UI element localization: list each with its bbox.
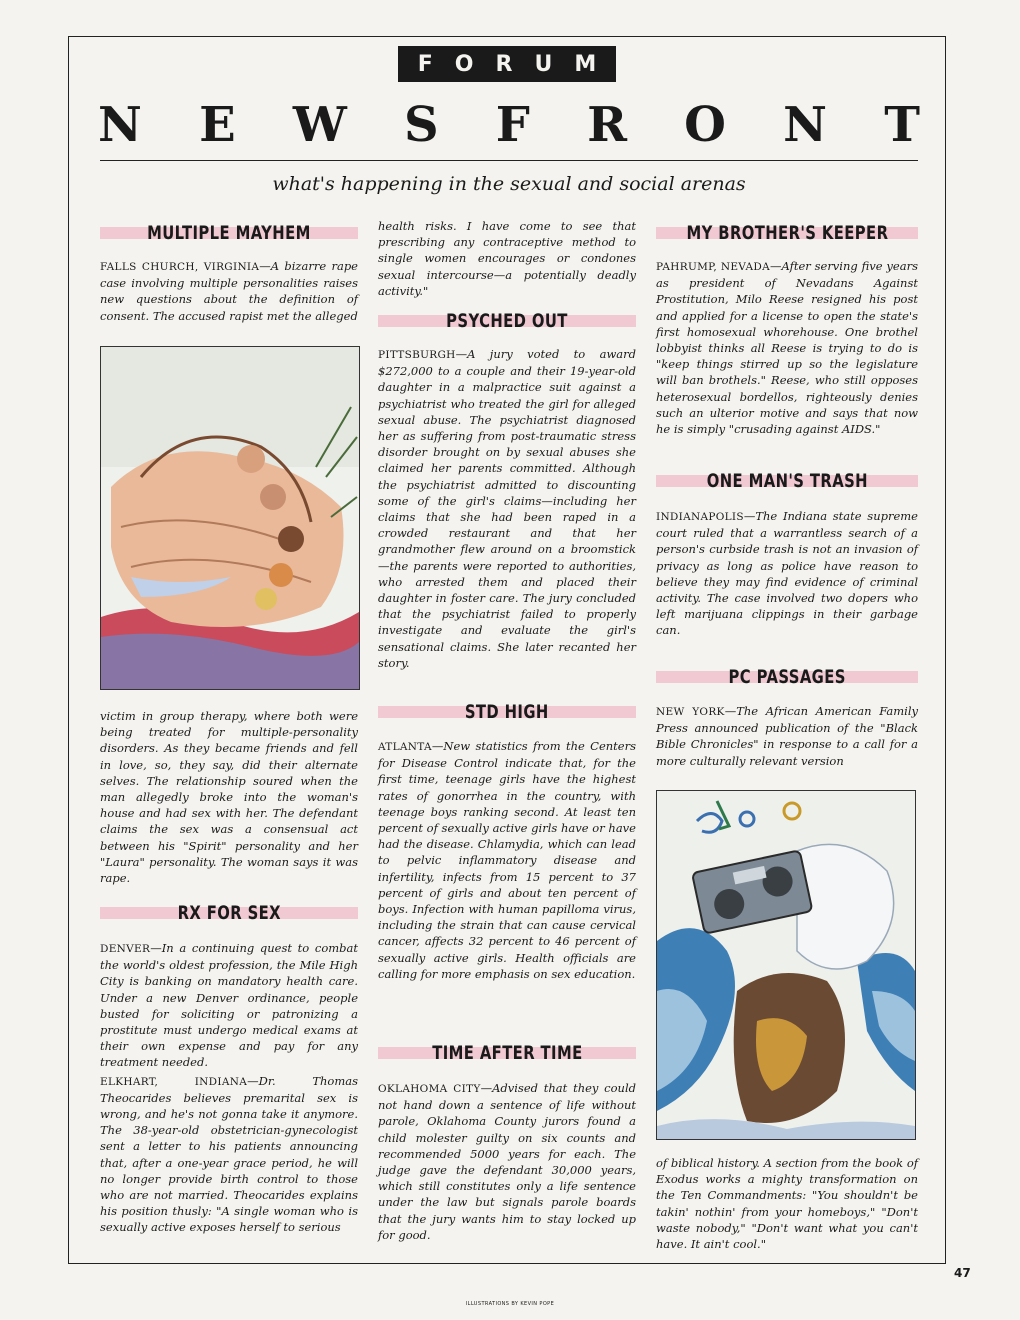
- masthead-letter: S: [403, 97, 439, 153]
- article-psyched-out: PITTSBURGH—A jury voted to award $272,000 to a couple and their 19-year-old daughter in a malpractice suit against a psychiatrist who treated the girl for alleged sexual abuse. The psychiatrist diagnosed her as suffering from post-traumatic stress disorder brought on by sexual abuses she claimed her parents committed. Although the psychiatrist admitted to discounting some of the girl's claims—including her claims that she had been raped in a crowded restaurant and that her grandmother flew around on a broomstick—the parents were reported to authorities, who arrested them and placed their daughter in foster care. The jury concluded that the psychiatrist failed to properly investigate and evaluate the girl's sensational claims. She later recanted her story.: [378, 347, 636, 670]
- masthead-letter: O: [684, 97, 726, 153]
- masthead-letter: T: [884, 97, 920, 153]
- masthead-letter: N: [783, 97, 828, 153]
- article-pc-passages-part1: NEW YORK—The African American Family Press announced publication of the "Black Bible Chronicles" in response to a call for a more culturally relevant version: [656, 704, 919, 768]
- article-std-high: ATLANTA—New statistics from the Centers for Disease Control indicate that, for the first time, teenage girls have the highest rates of gonorrhea in the country, with teenage boys ranking second. At least ten percent of sexually active girls have or have had the disease. Chlamydia, which can lead to pelvic inflammatory disease and infertility, infects from 15 percent to 37 percent of girls and about ten percent of boys. Infection with human papilloma virus, including the strain that can cause cervical cancer, affects 32 percent to 46 percent of sexually active girls. Health officials are calling for more emphasis on sex education.: [378, 739, 636, 981]
- headline-time-after-time: TIME AFTER TIME: [378, 1038, 636, 1068]
- dateline: PITTSBURGH: [378, 349, 456, 361]
- article-multiple-mayhem-part1: FALLS CHURCH, VIRGINIA—A bizarre rape case involving multiple personalities raises new questions about the definition of consent. The accused rapist met the alleged: [100, 259, 358, 323]
- headline-std-high: STD HIGH: [378, 697, 636, 727]
- masthead-letter: R: [587, 97, 627, 153]
- illustration-credit: ILLUSTRATIONS BY KEVIN POPE: [465, 1301, 555, 1307]
- headline-one-mans-trash: ONE MAN'S TRASH: [656, 466, 918, 496]
- dateline: PAHRUMP, NEVADA: [656, 261, 770, 273]
- headline-psyched-out: PSYCHED OUT: [378, 306, 636, 336]
- masthead-letter: W: [292, 97, 347, 153]
- article-time-after-time: OKLAHOMA CITY—Advised that they could not hand down a sentence of life without parole, Oklahoma County jurors found a child molester guilty on six counts and recommended 5000 years for each. The judge gave the defendant 30,000 years, which still constitutes only a life sentence under the law but signals parole boards that the jury wants him to stay locked up for good.: [378, 1081, 636, 1242]
- article-rx-for-sex: DENVER—In a continuing quest to combat the world's oldest profession, the Mile High City is banking on mandatory health care. Under a new Denver ordinance, people busted for soliciting or patronizing a prostitute must undergo medical exams at their own expense and pay for any treatment needed. ELKHART, INDIANA—Dr. Thomas Theocarides believes premarital sex is wrong, and he's not gonna take it anymore. The 38-year-old obstetrician-gynecologist sent a letter to his patients announcing that, after a one-year grace period, he will no longer provide birth control to those who are not married. Theocarides explains his position thusly: "A single woman who is sexually active exposes herself to serious: [100, 941, 358, 1235]
- dateline: ELKHART, INDIANA: [100, 1075, 248, 1088]
- headline-my-brothers-keeper: MY BROTHER'S KEEPER: [656, 218, 918, 248]
- masthead-rule: [100, 160, 918, 161]
- dateline: INDIANAPOLIS: [656, 511, 744, 523]
- dateline: DENVER: [100, 943, 151, 955]
- article-pc-passages-part2: of biblical history. A section from the book of Exodus works a mighty transformation on the Ten Commandments: "You shouldn't be takin' nothin' from your homeboys," "Don't waste nobody," "Don't want what you can't have. It ain't cool.": [656, 1156, 918, 1252]
- illustration-moses-boombox: [656, 790, 916, 1140]
- illustration-group-embrace: [100, 346, 360, 690]
- article-my-brothers-keeper: PAHRUMP, NEVADA—After serving five years as president of Nevadans Against Prostitution, Milo Reese resigned his post and applied for a license to open the state's first homosexual whorehouse. One brothel lobbyist thinks all Reese is trying to do is "keep things stirred up so the legislature will ban brothels." Reese, who still opposes heterosexual bordellos, righteously denies such an ulterior motive and says that now he is simply "crusading against AIDS.": [656, 259, 918, 437]
- article-rx-for-sex-continued: health risks. I have come to see that prescribing any contraceptive method to single women encourages or condones sexual intercourse—a potentially deadly activity.": [378, 219, 636, 298]
- masthead-letter: N: [98, 97, 142, 153]
- masthead: [98, 92, 920, 158]
- dateline: FALLS CHURCH, VIRGINIA: [100, 261, 260, 273]
- page-number: 47: [954, 1266, 971, 1280]
- section-label: FORUM: [398, 46, 616, 82]
- headline-pc-passages: PC PASSAGES: [656, 662, 918, 692]
- dateline: OKLAHOMA CITY: [378, 1083, 481, 1095]
- masthead-letter: E: [199, 97, 236, 153]
- article-multiple-mayhem-part2: victim in group therapy, where both were being treated for multiple-personality disorders. As they became friends and fell in love, so, they say, did their alternate selves. The relationship soured when the man allegedly broke into the woman's house and had sex with her. The defendant claims the sex was a consensual act between his "Spirit" personality and her "Laura" personality. The woman says it was rape.: [100, 709, 358, 886]
- dateline: NEW YORK: [656, 706, 725, 718]
- headline-multiple-mayhem: MULTIPLE MAYHEM: [100, 218, 358, 248]
- dateline: ATLANTA: [378, 741, 432, 753]
- masthead-letter: F: [495, 97, 530, 153]
- headline-rx-for-sex: RX FOR SEX: [100, 898, 358, 928]
- subtitle: what's happening in the sexual and social arenas: [272, 173, 746, 195]
- article-one-mans-trash: INDIANAPOLIS—The Indiana state supreme court ruled that a warrantless search of a person's curbside trash is not an invasion of privacy as long as police have reason to believe they may find evidence of criminal activity. The case involved two dopers who left marijuana clippings in their garbage can.: [656, 509, 918, 638]
